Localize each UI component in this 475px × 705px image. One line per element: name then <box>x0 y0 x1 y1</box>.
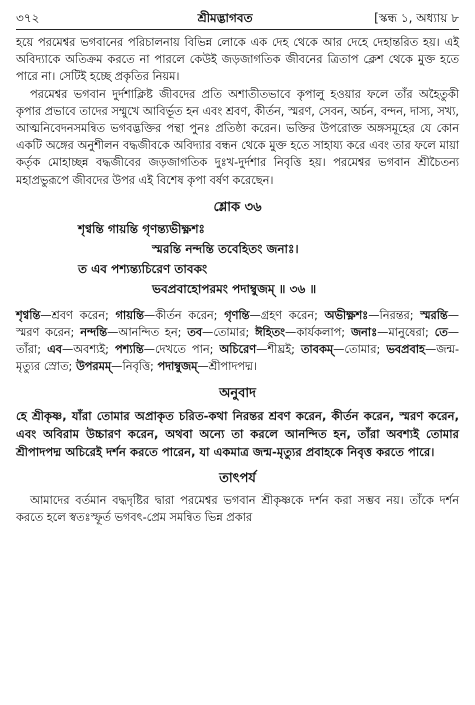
sanskrit-word: শৃণ্বন্তি <box>16 308 41 322</box>
sanskrit-word: ভবপ্রবাহ <box>386 343 425 357</box>
word-gloss: —তাঁরা; <box>16 326 459 357</box>
verse-block <box>16 219 459 299</box>
word-gloss: —তোমার; <box>202 326 256 340</box>
word-gloss: —দেখতে পান; <box>143 343 220 357</box>
word-gloss: —আনন্দিত হন; <box>107 326 188 340</box>
verse-line-2: স্মরন্তি নন্দন্তি তবেহিতং জনাঃ। <box>152 241 299 256</box>
sanskrit-word: পশ্যন্তি <box>114 343 144 357</box>
page-number: ৩৭২ <box>16 11 40 25</box>
sanskrit-word: জনাঃ <box>350 326 378 340</box>
purport-text: আমাদের বর্তমান বদ্ধদৃষ্টির দ্বারা পরমেশ্বর ভগবান শ্রীকৃষ্ণকে দর্শন করা সম্ভব নয়। তাঁকে দর্শন করতে হলে স্বতঃস্ফূর্ত ভগবৎ-প্রেম সমন্বিত ভিন্ন প্রকার <box>16 493 459 524</box>
word-gloss: —শ্রবণ করেন; <box>40 308 116 322</box>
sanskrit-word: ঈহিতং <box>255 326 286 340</box>
sanskrit-word: তব <box>187 326 203 340</box>
word-gloss: —জন্ম-মৃত্যুর স্রোত; <box>16 343 460 374</box>
word-gloss: —গ্রহণ করেন; <box>249 308 325 322</box>
word-gloss: —কার্যকলাপ; <box>285 326 351 340</box>
sanskrit-word: স্মরন্তি <box>420 308 448 322</box>
verse-line-1: শৃণ্বন্তি গায়ন্তি গৃণন্ত্যভীক্ষ্ণশঃ <box>78 221 205 236</box>
chapter-reference: [স্কন্ধ ১, অধ্যায় ৮ <box>374 11 459 25</box>
intro-paragraph-2: পরমেশ্বর ভগবান দুর্দশাক্লিষ্ট জীবদের প্রতি অশাতীতভাবে কৃপালু হওয়ার ফলে তাঁর অহৈতুকী কৃপার প্রভাবে তাদের সম্মুখে আবির্ভূত হন এবং শ্রবণ, কীর্তন, স্মরণ, সেবন, অর্চন, বন্দন, দাস্য, সখ্য, আত্মনিবেদনসমন্বিত ভগবদ্ভক্তির পন্থা পুনঃ প্রতিষ্ঠা করেন। ভক্তির উপরোক্ত অঙ্গসমূহের যে কোন একটি অঙ্গের অনুশীলন বদ্ধজীবকে অবিদ্যার বন্ধন থেকে মুক্ত হতে সাহায্য করে এবং তার ফলে মায়া কর্তৃক মোহাচ্ছন্ন বদ্ধজীবের জড়জাগতিক দুঃখ-দুর্দশার নিবৃত্তি হয়। পরমেশ্বর ভগবান শ্রীচৈতন্য মহাপ্রভুরূপে জীবদের উপর এই বিশেষ কৃপা বর্ষণ করেছেন। <box>16 87 459 187</box>
verse-title: শ্লোক ৩৬ <box>213 199 262 215</box>
sanskrit-word: তাবকম্ <box>300 343 334 357</box>
header-divider <box>16 29 459 30</box>
book-title: শ্রীমদ্ভাগবত <box>197 11 253 25</box>
translation-text: হে শ্রীকৃষ্ণ, যাঁরা তোমার অপ্রাকৃত চরিত-কথা নিরন্তর শ্রবণ করেন, কীর্তন করেন, স্মরণ করেন, এবং অবিরাম উচ্চারণ করেন, অথবা অন্যে তা করলে আনন্দিত হন, তাঁরা অবশ্যই তোমার শ্রীপাদপদ্ম অচিরেই দর্শন করতে পারেন, যা একমাত্র জন্ম-মৃত্যুর প্রবাহকে নিবৃত্ত করতে পারে। <box>16 408 459 459</box>
verse-line-4: ভবপ্রবাহোপরমং পদাম্বুজম্ ॥ ৩৬ ॥ <box>152 281 317 296</box>
intro-paragraph-1: হয়ে পরমেশ্বর ভগবানের পরিচালনায় বিভিন্ন লোকে এক দেহ থেকে আর দেহে দেহান্তরিত হয়। এই অবিদ্যাকে অতিক্রম করতে না পারলে কেউই জড়জাগতিক জীবনের ত্রিতাপ ক্লেশ থেকে মুক্ত হতে পারে না। সেটিই হচ্ছে প্রকৃতির নিয়ম। <box>16 36 459 84</box>
verse-line-3: ত এব পশ্যন্ত্যচিরেণ তাবকং <box>78 261 208 276</box>
word-gloss: —নিবৃত্তি; <box>111 360 158 374</box>
word-gloss: —মানুষেরা; <box>377 326 435 340</box>
translation-heading: অনুবাদ <box>219 385 256 401</box>
sanskrit-word: উপরমম্ <box>75 360 112 374</box>
sanskrit-word: নন্দন্তি <box>80 326 108 340</box>
sanskrit-word: তে <box>434 326 448 340</box>
sanskrit-word: পদাম্বুজম্ <box>157 360 198 374</box>
word-gloss: —কীর্তন করেন; <box>143 308 225 322</box>
sanskrit-word: অচিরেণ <box>219 343 257 357</box>
sanskrit-word: গৃণন্তি <box>224 308 250 322</box>
word-gloss: —অবশ্যই; <box>61 343 115 357</box>
sanskrit-word: অভীক্ষ্ণশঃ <box>324 308 369 322</box>
word-gloss: —তোমার; <box>333 343 387 357</box>
word-gloss: —স্মরণ করেন; <box>16 308 460 340</box>
word-gloss: —শ্রীপাদপদ্ম। <box>197 360 257 374</box>
running-header <box>16 10 459 26</box>
word-gloss: —শীঘ্রই; <box>256 343 301 357</box>
sanskrit-word: এব <box>47 343 62 357</box>
sanskrit-word: গায়ন্তি <box>115 308 144 322</box>
word-meaning <box>16 307 459 376</box>
purport-heading: তাৎপর্য <box>219 470 256 486</box>
word-gloss: —নিরন্তর; <box>368 308 421 322</box>
